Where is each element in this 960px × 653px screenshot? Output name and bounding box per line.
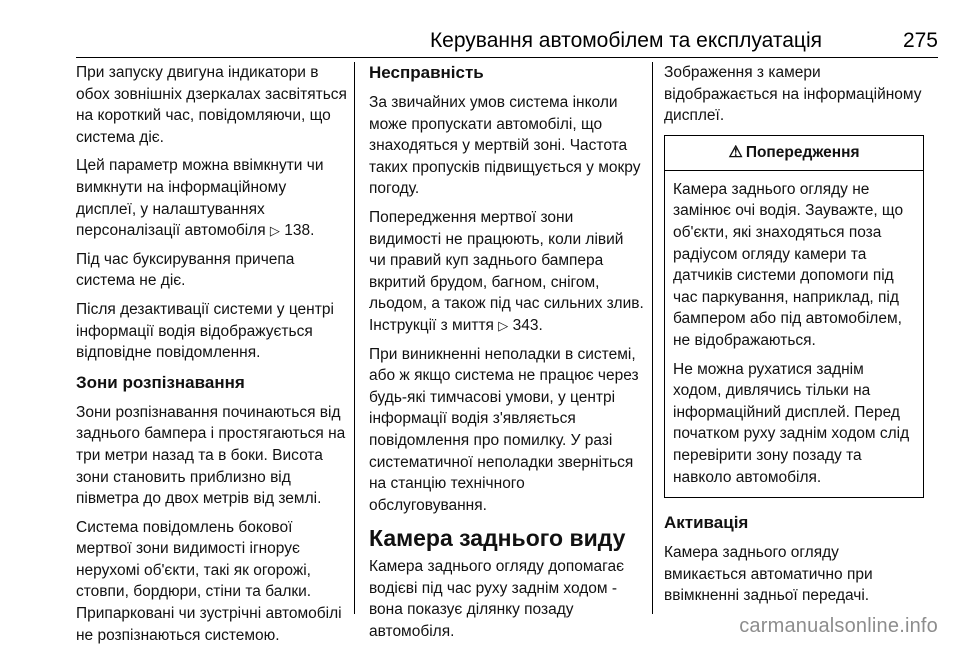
paragraph: За звичайних умов система інколи може пропускати автомобілі, що знаходяться у мертвій зоні. Частота таких пропусків підвищується у мокру погоду.	[369, 94, 641, 198]
page-number: 275	[902, 29, 938, 52]
section-heading: Активація	[664, 513, 749, 533]
column-1	[76, 62, 348, 653]
paragraph: При виникненні неполадки в системі, або ж якщо система не працює через будь-які тимчасові умови, у центрі інформації водія з'являється повідомлення про помилку. У разі систематичної неполадки зверніться на станцію технічного обслуговування.	[369, 345, 639, 514]
page-reference-link[interactable]: 138.	[284, 222, 315, 240]
reference-arrow-icon: ▷	[498, 317, 509, 333]
paragraph: Система повідомлень бокової мертвої зони видимості ігнорує нерухомі об'єкти, такі як огорожі, стовпи, бордюри, стіни та балки. Припарковані чи зустрічні автомобілі не розпізнаються системою.	[76, 518, 342, 644]
paragraph: Під час буксирування причепа система не діє.	[76, 250, 295, 290]
column-divider-1	[354, 62, 355, 614]
section-heading: Зони розпізнавання	[76, 372, 245, 392]
column-2	[369, 62, 644, 650]
paragraph: Після дезактивації системи у центрі інформації водія відображується відповідне повідомлення.	[76, 300, 334, 362]
column-3	[664, 62, 924, 614]
chapter-heading: Камера заднього виду	[369, 525, 626, 552]
warning-body	[665, 171, 923, 497]
column-divider-2	[652, 62, 653, 614]
paragraph: Зони розпізнавання починаються від заднього бампера і простягаються на три метри назад та в боки. Висота зони становить приблизно від півметра до двох метрів від землі.	[76, 403, 346, 508]
paragraph	[369, 207, 644, 337]
header-rule	[76, 57, 938, 58]
paragraph: Зображення з камери відображається на інформаційному дисплеї.	[664, 64, 922, 125]
paragraph: Камера заднього огляду вмикається автоматично при ввімкненні задньої передачі.	[664, 544, 873, 605]
paragraph	[76, 155, 348, 241]
section-heading: Несправність	[369, 63, 484, 82]
paragraph: Не можна рухатися заднім ходом, дивлячись тільки на інформаційний дисплей. Перед початком руху заднім ходом слід перевірити зону позаду та навколо автомобіля.	[673, 360, 910, 486]
reference-arrow-icon: ▷	[269, 223, 280, 239]
page-header	[0, 0, 960, 58]
watermark: carmanualsonline.info	[739, 615, 938, 637]
warning-box	[664, 135, 924, 498]
warning-triangle-icon: ⚠	[728, 143, 743, 161]
warning-title: Попередження	[745, 143, 860, 161]
paragraph: При запуску двигуна індикатори в обох зовнішніх дзеркалах засвітяться на короткий час, повідомляючи, що система діє.	[76, 64, 347, 146]
paragraph-text: Попередження мертвої зони видимості не працюють, коли лівий чи правий куп заднього бампера вкритий брудом, багном, снігом, льодом, а також під час сильних злив. Інструкції з миття	[369, 208, 644, 334]
page-reference-link[interactable]: 343.	[512, 316, 543, 334]
paragraph: Камера заднього огляду допомагає водієві під час руху заднім ходом - вона показує ділянку позаду автомобіля.	[369, 558, 625, 641]
warning-header	[665, 136, 923, 171]
paragraph-text: Цей параметр можна ввімкнути чи вимкнути на інформаційному дисплеї, у налаштуваннях персоналізації автомобіля	[76, 157, 324, 240]
paragraph: Камера заднього огляду не замінює очі водія. Зауважте, що об'єкти, які знаходяться поза радіусом огляду камери та датчиків системи допомоги під час паркування, наприклад, під бампером або під автомобілем, не відображаються.	[673, 180, 904, 349]
header-title: Керування автомобілем та експлуатація	[429, 29, 822, 52]
